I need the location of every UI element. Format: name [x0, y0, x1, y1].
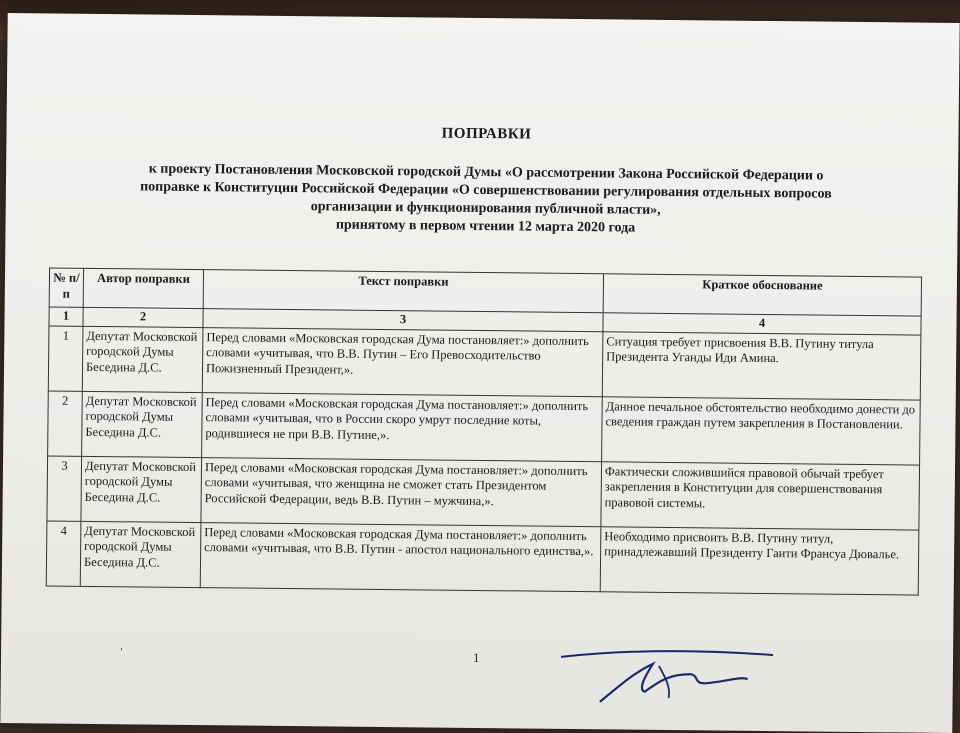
row-reason: Фактически сложившийся правовой обычай требует закрепления в Конституции для совершенствования правовой системы. — [601, 461, 920, 529]
row-author: Депутат Московской городской Думы Беседина Д.С. — [82, 391, 203, 457]
subtitle-line: к проекту Постановления Московской городской Думы «О рассмотрении Закона Российской Федерации о — [148, 161, 824, 184]
col-header-author: Автор поправки — [83, 268, 203, 308]
table-row — [48, 325, 921, 399]
row-author: Депутат Московской городской Думы Беседина Д.С. — [80, 521, 201, 587]
col-header-text: Текст поправки — [203, 270, 603, 313]
table-row — [47, 455, 920, 529]
document-title: ПОПРАВКИ — [441, 125, 532, 143]
document-subtitle — [45, 159, 926, 240]
subtitle-line: принятому в первом чтении 12 марта 2020 года — [335, 217, 636, 236]
row-reason: Данное печальное обстоятельство необходимо донести до сведения граждан путем закрепления в Постановлении. — [602, 396, 921, 464]
row-number: 4 — [46, 520, 81, 585]
row-reason: Необходимо присвоить В.В. Путину титул, принадлежавший Президенту Гаити Франсуа Дювалье. — [600, 526, 919, 594]
subtitle-line: организации и функционирования публичной власти», — [310, 199, 661, 218]
subtitle-line: поправке к Конституции Российской Федерации «О совершенствовании регулирования отдельных вопросов — [140, 179, 832, 202]
page-number: 1 — [472, 649, 480, 666]
column-index: 2 — [83, 307, 203, 327]
row-text: Перед словами «Московская городская Дума постановляет:» дополнить словами «учитывая, что женщина не сможет стать Президентом Российской Федерации, ведь В.В. Путин – мужчина,». — [201, 457, 602, 526]
col-header-number: № п/п — [49, 268, 83, 307]
row-number: 2 — [48, 390, 83, 455]
stray-mark: ˌ — [119, 636, 124, 652]
row-author: Депутат Московской городской Думы Беседина Д.С. — [81, 456, 202, 522]
row-number: 1 — [48, 325, 83, 390]
col-header-reason: Краткое обоснование — [603, 274, 921, 316]
row-reason: Ситуация требует присвоения В.В. Путину титула Президента Уганды Иди Амина. — [602, 331, 921, 399]
amendments-table — [46, 267, 922, 595]
table-row — [48, 390, 921, 464]
document-page — [0, 13, 959, 733]
row-text: Перед словами «Московская городская Дума постановляет:» дополнить словами «учитывая, что В.В. Путин – Его Превосходительство Пожизненный Президент,». — [202, 327, 603, 396]
row-text: Перед словами «Московская городская Дума постановляет:» дополнить словами «учитывая, что в России скоро умрут последние коты, родившиеся не при В.В. Путине,». — [202, 392, 603, 461]
signature-icon — [540, 629, 781, 712]
row-text: Перед словами «Московская городская Дума постановляет:» дополнить словами «учитывая, что В.В. Путин - апостол национального единства,». — [200, 522, 601, 591]
column-index: 3 — [203, 309, 603, 332]
column-index: 1 — [49, 307, 83, 326]
table-row — [46, 520, 919, 594]
row-author: Депутат Московской городской Думы Беседина Д.С. — [82, 326, 203, 392]
row-number: 3 — [47, 455, 82, 520]
column-index: 4 — [603, 313, 921, 335]
